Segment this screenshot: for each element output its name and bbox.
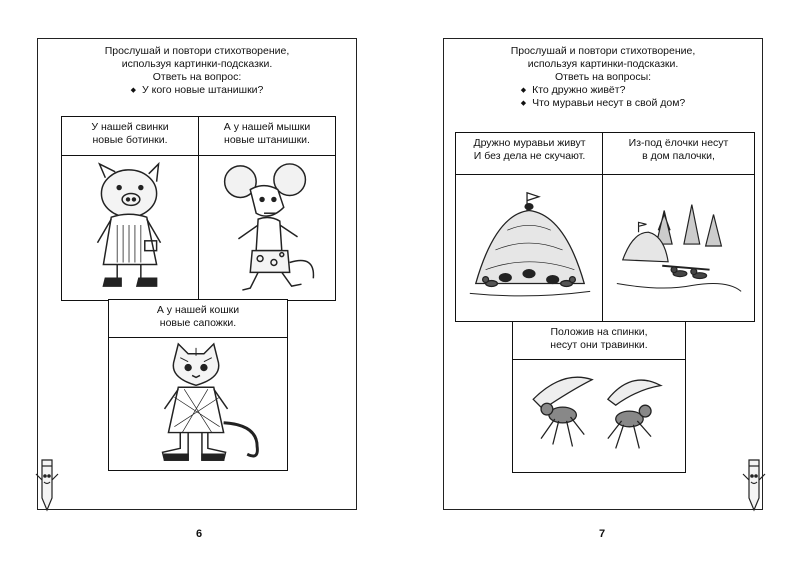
panel-caption	[199, 117, 335, 156]
caption-line: И без дела не скучают.	[473, 150, 586, 162]
cat-in-boots-picture	[109, 338, 287, 470]
instruction-line: Прослушай и повтори стихотворение,	[104, 45, 290, 57]
panel-ants-grass	[512, 321, 686, 473]
panel-mouse	[198, 116, 336, 301]
question-item: ◆ Кто дружно живёт?	[521, 84, 686, 97]
anthill-illustration	[456, 175, 603, 321]
caption-line: новые сапожки.	[159, 317, 237, 329]
instruction-line: используя картинки-подсказки.	[121, 58, 273, 70]
ants-carrying-grass-picture	[513, 360, 685, 472]
mouse-illustration	[199, 156, 335, 300]
left-page	[37, 38, 357, 510]
question-list	[131, 84, 264, 97]
question-item: ◆ Что муравьи несут в свой дом?	[521, 97, 686, 110]
caption-line: Дружно муравьи живут	[473, 137, 586, 149]
page-number-left: 6	[195, 528, 203, 540]
pig-illustration	[62, 156, 198, 300]
ants-grass-illustration	[513, 360, 685, 472]
caption-line: У нашей свинки	[91, 121, 169, 133]
instruction-line: используя картинки-подсказки.	[527, 58, 679, 70]
panel-caption	[62, 117, 198, 156]
caption-line: А у нашей мышки	[223, 121, 311, 133]
caption-line: А у нашей кошки	[156, 304, 240, 316]
mouse-in-trousers-picture	[199, 156, 335, 300]
ants-at-anthill-picture	[456, 175, 603, 321]
instruction-line: Ответь на вопрос:	[152, 71, 242, 83]
question-item: ◆ У кого новые штанишки?	[131, 84, 264, 97]
panel-cat	[108, 299, 288, 471]
right-instruction	[444, 45, 762, 110]
panel-caption	[513, 322, 685, 360]
ants-carrying-sticks-picture	[603, 175, 754, 321]
panel-caption	[603, 133, 754, 175]
right-page	[443, 38, 763, 510]
instruction-line: Прослушай и повтори стихотворение,	[510, 45, 696, 57]
panel-anthill	[455, 132, 604, 322]
caption-line: Положив на спинки,	[550, 326, 648, 338]
instruction-line: Ответь на вопросы:	[554, 71, 652, 83]
pencil-mascot-icon	[34, 458, 60, 512]
panel-ants-sticks	[602, 132, 755, 322]
caption-line: новые ботинки.	[92, 134, 168, 146]
panel-caption	[109, 300, 287, 338]
caption-line: Из-под ёлочки несут	[628, 137, 729, 149]
page-number-right: 7	[598, 528, 606, 540]
caption-line: несут они травинки.	[550, 339, 648, 351]
caption-line: в дом палочки,	[642, 150, 715, 162]
pencil-mascot-icon	[741, 458, 767, 512]
question-list	[521, 84, 686, 110]
panel-caption	[456, 133, 603, 175]
cat-illustration	[109, 338, 287, 470]
left-instruction	[38, 45, 356, 97]
panel-pig	[61, 116, 199, 301]
pig-in-boots-picture	[62, 156, 198, 300]
ants-sticks-illustration	[603, 175, 754, 321]
caption-line: новые штанишки.	[224, 134, 310, 146]
